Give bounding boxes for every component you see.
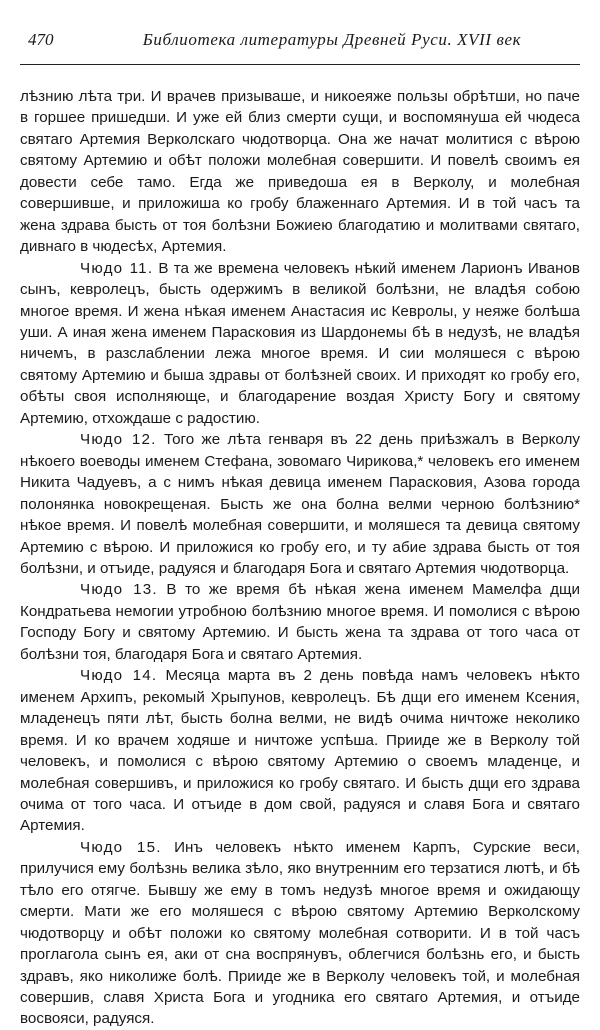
- paragraph-text: В та же времена человекъ нѣкий именем Ларионъ Иванов сынъ, кевролецъ, бысть одержимъ в великой болѣзни, не владѣя собою многое время. И жена нѣкая именем Анастасия ис Кевролы, у неяже болѣша уши. А иная жена именем Парасковия из Шардонемы бѣ в недузѣ, не владѣя ничемъ, в разслаблении лежа многое время. И сии моляшеся с вѣрою святому Артемию и быша здравы от болѣзней своих. И приходят ко гробу его, обѣты своя исполняюще, и благодарение воздая Христу Богу и святому Артемию, отхождаше с радостию.: [20, 259, 580, 427]
- miracle-label: Чюдо 12.: [80, 431, 157, 449]
- text-body: [20, 86, 580, 1030]
- running-header: [28, 30, 576, 56]
- paragraph-text: Месяца марта въ 2 день повѣда намъ человекъ нѣкто именем Архипъ, рекомый Хрыпунов, кевролецъ. Бѣ дщи его именем Ксения, младенецъ пяти лѣт, бысть болна велми, не видѣ очима ничтоже неколико время. И ко врачем ходяше и ничтоже успѣша. Прииде же в Верколу той человекъ, и помолися с вѣрою святому Артемию о своемъ младенце, и молебная совершивъ, и приложися ко гробу святаго. И бысть дщи его здрава очима от того часа. И отъиде в дом свой, радуяся и славя Бога и святаго Артемия.: [20, 667, 580, 835]
- miracle-label: Чюдо 11.: [80, 259, 154, 277]
- header-rule: [20, 64, 580, 65]
- running-title: Библиотека литературы Древней Руси. XVII век: [142, 30, 522, 49]
- paragraph-text: Того же лѣта генваря въ 22 день приѣзжалъ в Верколу нѣкоего воеводы именем Стефана, зовомаго Чирикова,* человекъ его именем Никита Чадуевъ, а с нимъ нѣкая девица именем Парасковия, Азова города полонянка новокрещеная. Бысть же она болна велми черною болѣзнию* нѣкое время. И повелѣ молебная совершити, и моляшеся та девица святому Артемию с вѣрою. И приложися ко гробу его, и ту абие здрава бысть от тоя болѣзни, и отъиде, радуяся и благодаря Бога и святаго Артемия чюдотворца.: [20, 431, 580, 577]
- miracle-label: Чюдо 14.: [80, 667, 158, 685]
- paragraph-text: В то же время бѣ нѣкая жена именем Мамелфа дщи Кондратьева немогии утробною болѣзнию многое время. И помолися с вѣрою Господу Богу и святому Артемию. И бысть жена та здрава от того часа от болѣзни тоя, благодаря Бога и святаго Артемия.: [20, 581, 580, 663]
- paragraph-text: лѣзнию лѣта три. И врачев призываше, и никоеяже пользы обрѣтши, но паче в горшее пришедши. И уже ей близ смерти сущи, и воспомянуша ей чюдеса святаго Артемия Верколскагo чюдотворца. Она же начат молитися с вѣрою святому Артемию и обѣт положи молебная совершити. И повелѣ своимъ ея довести себе тамо. Егда же приведоша ея в Верколу, и молебная совершивше, и приложиша ко гробу блаженнаго Артемия. И в той часъ та жена здрава бысть от тоя болѣзни Божиею благодатию и молитвами святаго, дивнаго в чюдесѣх, Артемия.: [20, 88, 580, 256]
- paragraph-miracle-11: [20, 258, 580, 430]
- page-number: 470: [28, 30, 54, 49]
- miracle-label: Чюдо 13.: [80, 581, 158, 599]
- paragraph-miracle-15: [20, 837, 580, 1030]
- miracle-label: Чюдо 15.: [80, 838, 162, 856]
- paragraph-miracle-13: [20, 579, 580, 665]
- paragraph-text: Инъ человекъ нѣкто именем Карпъ, Сурские веси, прилучися ему болѣзнь велика зѣло, яко внутренним его терзатися лютѣ, и бѣ тѣло его отягче. Бывшу же ему в томъ недузѣ многое время и ожидающу смерти. Мати же его моляшеся с вѣрою святому Артемию Верколскому чюдотворцу и обѣт положи ко святому молебная сотворити. И в той часъ проглагола сынъ ея, аки от сна воспрянувъ, облегчися болѣзнь его, и бысть здравъ, яко николиже болѣ. Прииде же в Верколу человекъ той, и молебная совершив, славя Христа Бога и угодника его святаго Артемия, и отъиде восвояси, радуяся.: [20, 838, 580, 1028]
- paragraph-miracle-14: [20, 665, 580, 837]
- paragraph-continuation: [20, 86, 580, 258]
- paragraph-miracle-12: [20, 429, 580, 579]
